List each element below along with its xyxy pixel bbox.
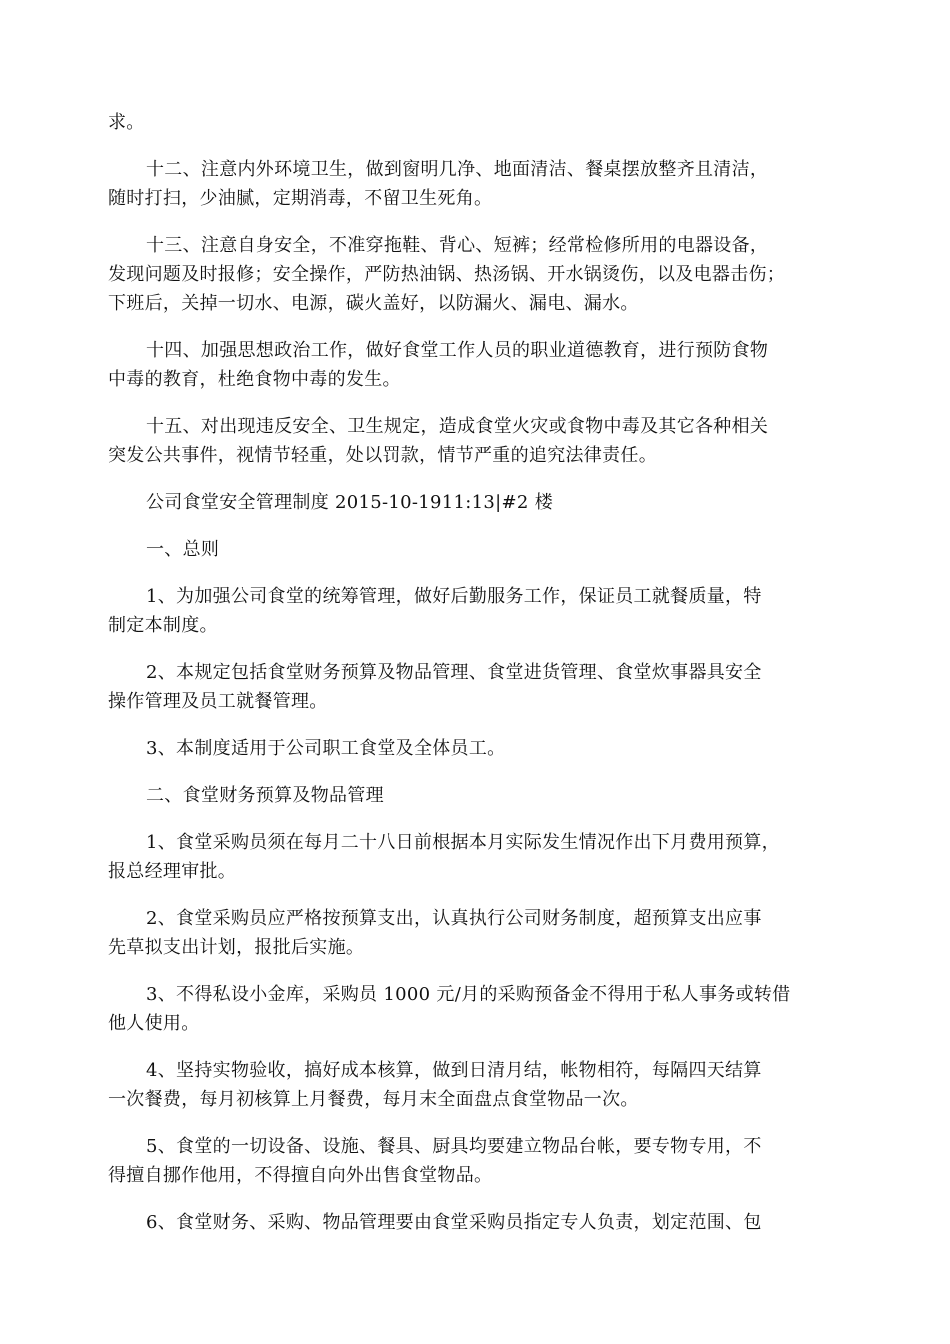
line-text: 发现问题及时报修；安全操作，严防热油锅、热汤锅、开水锅烫伤，以及电器击伤；	[108, 264, 786, 285]
paragraph-line	[108, 933, 846, 962]
paragraph	[108, 734, 846, 763]
line-text: 报总经理审批。	[108, 861, 237, 882]
paragraph-line	[108, 611, 846, 640]
line-text: 一、总则	[146, 539, 220, 560]
paragraph	[108, 904, 846, 962]
line-text: 十三、注意自身安全，不准穿拖鞋、背心、短裤；经常检修所用的电器设备，	[146, 235, 769, 256]
paragraph	[108, 535, 846, 564]
paragraph	[108, 658, 846, 716]
line-text: 突发公共事件，视情节轻重，处以罚款，情节严重的追究法律责任。	[108, 445, 657, 466]
line-text: 求。	[108, 112, 145, 133]
paragraph-line	[108, 1132, 846, 1161]
paragraph-line	[108, 658, 846, 687]
paragraph-line	[108, 108, 846, 137]
line-text: 随时打扫，少油腻，定期消毒，不留卫生死角。	[108, 188, 493, 209]
line-text: 3、本制度适用于公司职工食堂及全体员工。	[146, 738, 506, 759]
line-text: 二、食堂财务预算及物品管理	[146, 785, 384, 806]
line-text: 一次餐费，每月初核算上月餐费，每月末全面盘点食堂物品一次。	[108, 1089, 639, 1110]
line-text: 6、食堂财务、采购、物品管理要由食堂采购员指定专人负责，划定范围、包	[146, 1212, 762, 1233]
line-text: 十二、注意内外环境卫生，做到窗明几净、地面清洁、餐桌摆放整齐且清洁，	[146, 159, 769, 180]
paragraph-line	[108, 535, 846, 564]
paragraph-line	[108, 336, 846, 365]
line-text: 他人使用。	[108, 1013, 200, 1034]
line-text: 操作管理及员工就餐管理。	[108, 691, 328, 712]
paragraph	[108, 781, 846, 810]
paragraph-line	[108, 1161, 846, 1190]
paragraph	[108, 108, 846, 137]
line-text: 5、食堂的一切设备、设施、餐具、厨具均要建立物品台帐，要专物专用，不	[146, 1136, 762, 1157]
line-text: 2、本规定包括食堂财务预算及物品管理、食堂进货管理、食堂炊事器具安全	[146, 662, 762, 683]
line-text: 十五、对出现违反安全、卫生规定，造成食堂火灾或食物中毒及其它各种相关	[146, 416, 769, 437]
line-text: 公司食堂安全管理制度 2015-10-1911:13|#2 楼	[146, 492, 553, 513]
paragraph-line	[108, 1009, 846, 1038]
line-text: 得擅自挪作他用，不得擅自向外出售食堂物品。	[108, 1165, 493, 1186]
paragraph-line	[108, 687, 846, 716]
paragraph	[108, 336, 846, 394]
line-text: 制定本制度。	[108, 615, 218, 636]
paragraph-line	[108, 155, 846, 184]
line-text: 1、为加强公司食堂的统筹管理，做好后勤服务工作，保证员工就餐质量，特	[146, 586, 762, 607]
paragraph	[108, 412, 846, 470]
paragraph-line	[108, 412, 846, 441]
paragraph	[108, 1132, 846, 1190]
paragraph-line	[108, 980, 846, 1009]
paragraph	[108, 582, 846, 640]
line-text: 先草拟支出计划，报批后实施。	[108, 937, 365, 958]
line-text: 4、坚持实物验收，搞好成本核算，做到日清月结，帐物相符，每隔四天结算	[146, 1060, 762, 1081]
paragraph-line	[108, 904, 846, 933]
paragraph-line	[108, 828, 846, 857]
paragraph	[108, 1208, 846, 1237]
paragraph	[108, 828, 846, 886]
paragraph-line	[108, 857, 846, 886]
paragraph-line	[108, 231, 846, 260]
line-text: 3、不得私设小金库，采购员 1000 元/月的采购预备金不得用于私人事务或转借	[146, 984, 791, 1005]
line-text: 中毒的教育，杜绝食物中毒的发生。	[108, 369, 401, 390]
line-text: 2、食堂采购员应严格按预算支出，认真执行公司财务制度，超预算支出应事	[146, 908, 762, 929]
paragraph-line	[108, 441, 846, 470]
paragraph-line	[108, 260, 846, 289]
line-text: 下班后，关掉一切水、电源，碳火盖好，以防漏火、漏电、漏水。	[108, 293, 639, 314]
paragraph	[108, 1056, 846, 1114]
paragraph-line	[108, 1056, 846, 1085]
line-text: 十四、加强思想政治工作，做好食堂工作人员的职业道德教育，进行预防食物	[146, 340, 769, 361]
paragraph-line	[108, 184, 846, 213]
paragraph-line	[108, 365, 846, 394]
document-body	[108, 108, 846, 1255]
paragraph-line	[108, 582, 846, 611]
line-text: 1、食堂采购员须在每月二十八日前根据本月实际发生情况作出下月费用预算，	[146, 832, 780, 853]
paragraph-line	[108, 289, 846, 318]
paragraph-line	[108, 1085, 846, 1114]
paragraph	[108, 231, 846, 318]
paragraph-line	[108, 1208, 846, 1237]
paragraph-line	[108, 781, 846, 810]
paragraph-line	[108, 488, 846, 517]
paragraph	[108, 488, 846, 517]
paragraph	[108, 980, 846, 1038]
paragraph-line	[108, 734, 846, 763]
paragraph	[108, 155, 846, 213]
